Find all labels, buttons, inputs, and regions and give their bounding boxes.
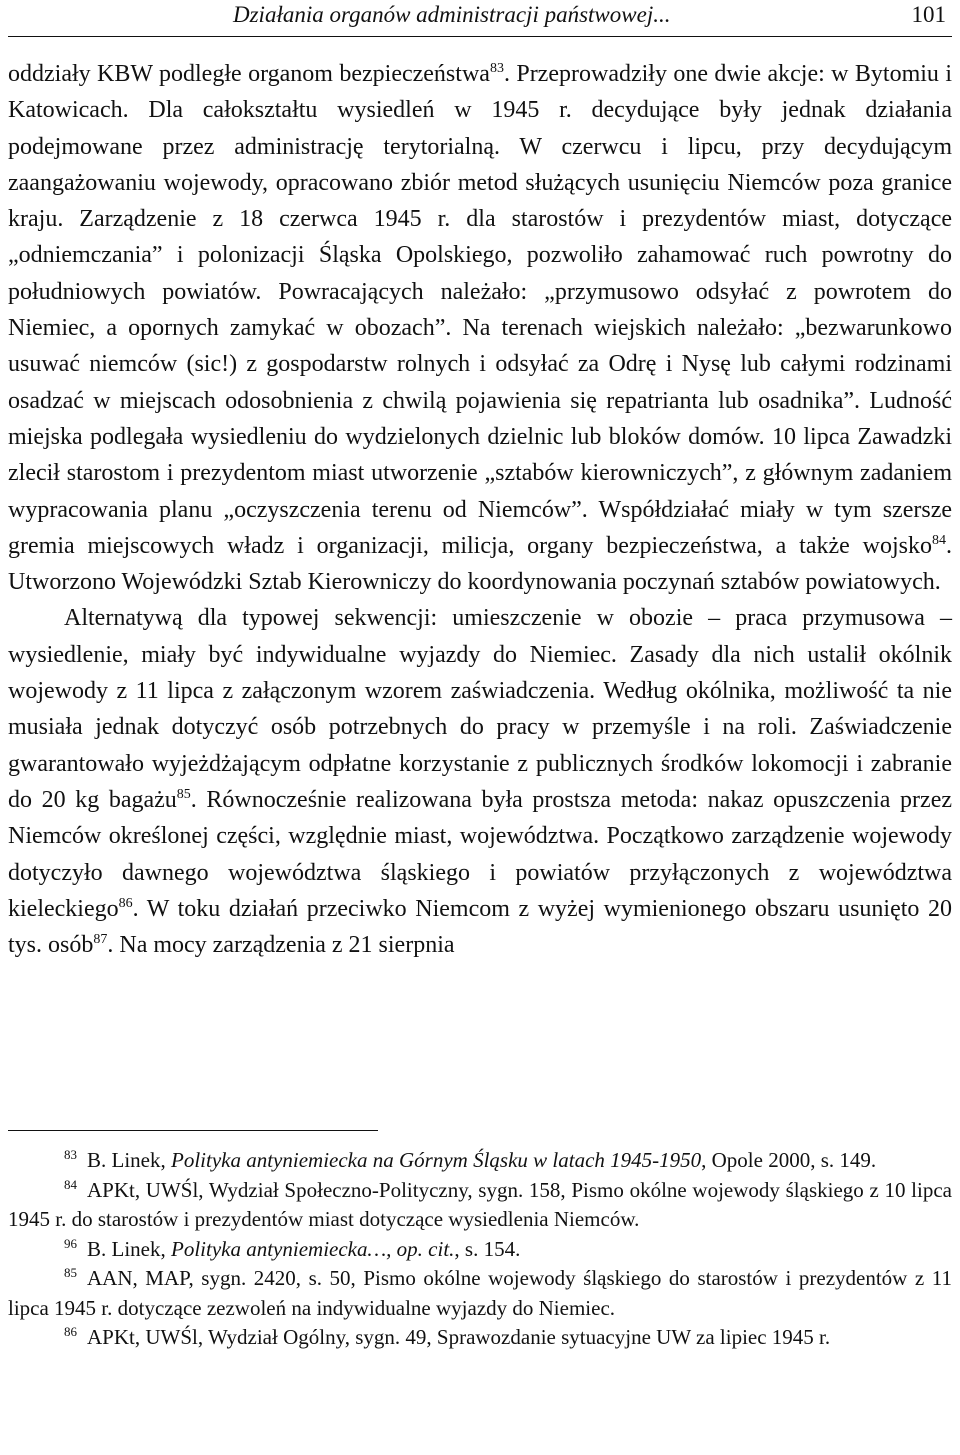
footnote-text: B. Linek, bbox=[87, 1148, 171, 1172]
footnote-number: 96 bbox=[64, 1235, 77, 1251]
paragraph-2-text-b: . Równocześnie realizowana była prostsza metoda: nakaz opuszczenia przez Niemców określonej części, względnie miast, województwa. Początkowo zarządzenie wojewody dotyczyło dawnego województwa śląskiego i powiatów przyłączonych z województwa kieleckiego bbox=[8, 786, 952, 922]
footnote-85 bbox=[8, 1264, 952, 1323]
footnote-separator bbox=[8, 1130, 378, 1131]
footnote-text-tail: , s. 154. bbox=[454, 1236, 521, 1261]
body-text bbox=[8, 56, 952, 963]
footnote-ref-87[interactable]: 87 bbox=[93, 932, 108, 948]
footnote-ref-85[interactable]: 85 bbox=[176, 786, 191, 802]
paragraph-2-text-a: Alternatywą dla typowej sekwencji: umieszczenie w obozie – praca przymusowa – wysiedlenie, miały być indywidualne wyjazdy do Niemiec. Zasady dla nich ustalił okólnik wojewody z 11 lipca z załączonym wzorem zaświadczenia. Według okólnika, możliwość ta nie musiała jednak dotyczyć osób potrzebnych do pracy w przemyśle i na roli. Zaświadczenie gwarantowało wyjeżdżającym odpłatne korzystanie z publicznych środków lokomocji i zabranie do 20 kg bagażu bbox=[8, 605, 952, 813]
page-header bbox=[8, 0, 952, 36]
paragraph-2 bbox=[8, 600, 952, 963]
footnote-text: AAN, MAP, sygn. 2420, s. 50, Pismo okólne wojewody śląskiego do starostów i prezydentów z 11 lipca 1945 r. dotyczące zezwoleń na indywidualne wyjazdy do Niemiec. bbox=[8, 1266, 952, 1320]
footnote-86 bbox=[8, 1323, 952, 1353]
footnote-84 bbox=[8, 1176, 952, 1235]
paragraph-1 bbox=[8, 56, 952, 600]
page-number: 101 bbox=[911, 2, 946, 27]
footnote-title-italic: Polityka antyniemiecka…, op. cit. bbox=[171, 1236, 455, 1261]
footnote-number: 86 bbox=[64, 1324, 77, 1339]
footnote-text: APKt, UWŚl, Wydział Społeczno-Polityczny, sygn. 158, Pismo okólne wojewody śląskiego z 10 lipca 1945 r. do starostów i prezydentów miast dotyczące wysiedlenia Niemców. bbox=[8, 1177, 952, 1231]
paragraph-1-text-c: . Utworzono Wojewódzki Sztab Kierowniczy do koordynowania poczynań sztabów powiatowych. bbox=[8, 532, 952, 596]
paragraph-1-text-b: . Przeprowadziły one dwie akcje: w Bytomiu i Katowicach. Dla całokształtu wysiedleń w 1945 r. decydujące były jednak działania podejmowane przez administrację terytorialną. W czerwcu i lipcu, przy decydującym zaangażowaniu wojewody, opracowano zbiór metod służących usunięciu Niemców poza granice kraju. Zarządzenie z 18 czerwca 1945 r. dla starostów i prezydentów miast, dotyczące „odniemczania” i polonizacji Śląska Opolskiego, pozwoliło zahamować ruch powrotny do południowych powiatów. Powracających należało: „przymusowo odsyłać z powrotem do Niemiec, a opornych zamykać w obozach”. Na terenach wiejskich należało: „bezwarunkowo usuwać niemców (sic!) z gospodarstw rolnych i odsyłać za Odrę i Nysę lub całymi rodzinami osadzać w miejscach odosobnienia z chwilą pojawienia się repatrianta lub osadnika”. Ludność miejska podlegała wysiedleniu do wydzielonych dzielnic lub bloków domów. 10 lipca Zawadzki zlecił starostom i prezydentom miast utworzenie „sztabów kierowniczych”, z głównym zadaniem wypracowania planu „oczyszczenia terenu od Niemców”. Współdziałać miały w tym szersze gremia miejscowych władz i organizacji, milicja, organy bezpieczeństwa, a także wojsko bbox=[8, 61, 953, 559]
footnote-96 bbox=[8, 1235, 952, 1265]
footnote-ref-84[interactable]: 84 bbox=[932, 532, 946, 548]
footnote-ref-83[interactable]: 83 bbox=[489, 61, 504, 76]
header-rule bbox=[8, 36, 952, 37]
footnotes bbox=[8, 1146, 952, 1353]
paragraph-1-text-a: oddziały KBW podległe organom bezpieczeństwa bbox=[8, 61, 490, 87]
footnote-text: B. Linek, bbox=[87, 1236, 171, 1261]
footnote-text: APKt, UWŚl, Wydział Ogólny, sygn. 49, Sprawozdanie sytuacyjne UW za lipiec 1945 r. bbox=[87, 1325, 831, 1349]
footnote-number: 83 bbox=[64, 1147, 77, 1162]
footnote-number: 85 bbox=[64, 1265, 77, 1280]
footnote-text-tail: , Opole 2000, s. 149. bbox=[701, 1148, 877, 1172]
footnote-title-italic: Polityka antyniemiecka na Górnym Śląsku w latach 1945-1950 bbox=[171, 1148, 702, 1172]
paragraph-2-text-c: . W toku działań przeciwko Niemcom z wyżej wymienionego obszaru usunięto 20 tys. osób bbox=[8, 895, 952, 959]
footnote-83 bbox=[8, 1146, 952, 1176]
running-title: Działania organów administracji państwowej... bbox=[233, 2, 671, 27]
paragraph-2-text-d: . Na mocy zarządzenia z 21 sierpnia bbox=[107, 932, 455, 959]
footnote-number: 84 bbox=[64, 1176, 77, 1192]
footnote-ref-86[interactable]: 86 bbox=[118, 895, 133, 911]
